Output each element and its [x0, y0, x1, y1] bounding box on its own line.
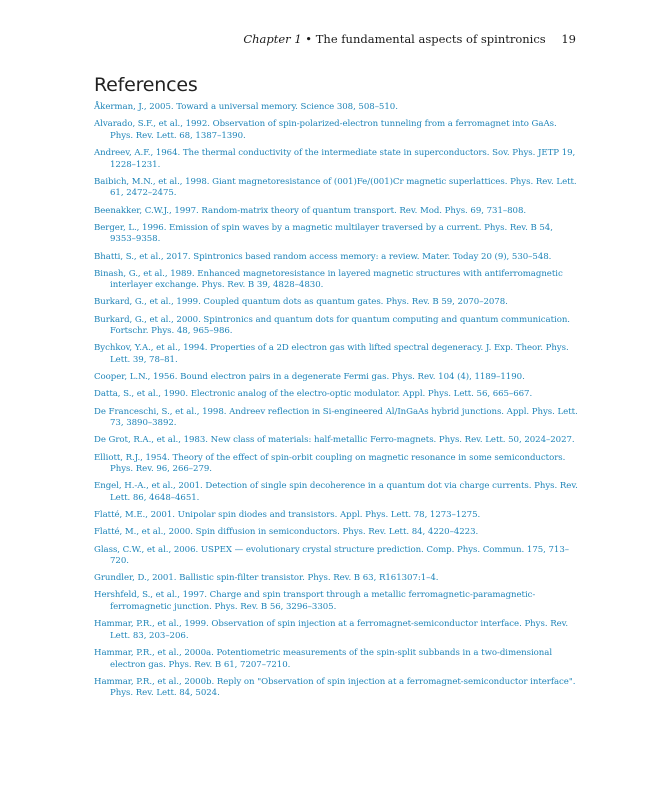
reference-item[interactable]: Hammar, P.R., et al., 2000a. Potentiometric measurements of the spin-split subbands in a two-dimensional electron gas. Phys. Rev. B 61, 7207–7210.: [94, 648, 553, 670]
reference-item[interactable]: Grundler, D., 2001. Ballistic spin-filter transistor. Phys. Rev. B 63, R161307:1–4.: [94, 573, 439, 584]
reference-item[interactable]: Åkerman, J., 2005. Toward a universal memory. Science 308, 508–510.: [94, 102, 398, 112]
reference-item[interactable]: Burkard, G., et al., 1999. Coupled quantum dots as quantum gates. Phys. Rev. B 59, 2070–2078.: [94, 297, 508, 308]
reference-item[interactable]: Flatté, M., et al., 2000. Spin diffusion in semiconductors. Phys. Rev. Lett. 84, 4220–4223.: [94, 527, 479, 538]
header-bullet: •: [305, 32, 313, 46]
reference-item[interactable]: Andreev, A.F., 1964. The thermal conductivity of the intermediate state in superconductors. Sov. Phys. JETP 19, 1228–1231.: [94, 147, 576, 170]
page-number: 19: [561, 32, 576, 46]
reference-item[interactable]: Binash, G., et al., 1989. Enhanced magnetoresistance in layered magnetic structures with antiferromagnetic interlayer exchange. Phys. Rev. B 39, 4828–4830.: [94, 268, 563, 291]
reference-item[interactable]: Datta, S., et al., 1990. Electronic analog of the electro-optic modulator. Appl. Phys. Lett. 56, 665–667.: [94, 389, 533, 400]
reference-item[interactable]: Berger, L., 1996. Emission of spin waves by a magnetic multilayer traversed by a current. Phys. Rev. B 54, 9353–9358.: [94, 222, 553, 245]
running-header: [243, 32, 576, 46]
reference-item[interactable]: Engel, H.-A., et al., 2001. Detection of single spin decoherence in a quantum dot via charge currents. Phys. Rev. Lett. 86, 4648–4651.: [94, 481, 578, 503]
reference-item[interactable]: Burkard, G., et al., 2000. Spintronics and quantum dots for quantum computing and quantum communication. Fortschr. Phys. 48, 965–986.: [94, 314, 570, 337]
reference-item[interactable]: Baibich, M.N., et al., 1998. Giant magnetoresistance of (001)Fe/(001)Cr magnetic superlattices. Phys. Rev. Lett. 61, 2472–2475.: [94, 176, 577, 199]
reference-item[interactable]: De Grot, R.A., et al., 1983. New class of materials: half-metallic Ferro-magnets. Phys. Rev. Lett. 50, 2024–2027.: [94, 435, 575, 446]
reference-item[interactable]: Hammar, P.R., et al., 1999. Observation of spin injection at a ferromagnet-semiconductor interface. Phys. Rev. Lett. 83, 203–206.: [94, 619, 569, 641]
reference-item[interactable]: Bhatti, S., et al., 2017. Spintronics based random access memory: a review. Mater. Today 20 (9), 530–548.: [94, 251, 552, 262]
reference-item[interactable]: Hershfeld, S., et al., 1997. Charge and spin transport through a metallic ferromagnetic-paramagnetic-ferromagnetic junction. Phys. Rev. B 56, 3296–3305.: [94, 590, 536, 613]
reference-list: [94, 102, 580, 706]
reference-item[interactable]: Alvarado, S.F., et al., 1992. Observation of spin-polarized-electron tunneling from a ferromagnet into GaAs. Phys. Rev. Lett. 68, 1387–1390.: [94, 119, 557, 141]
reference-item[interactable]: Cooper, L.N., 1956. Bound electron pairs in a degenerate Fermi gas. Phys. Rev. 104 (4), 1189–1190.: [94, 372, 525, 383]
reference-item[interactable]: Bychkov, Y.A., et al., 1994. Properties of a 2D electron gas with lifted spectral degeneracy. J. Exp. Theor. Phys. Lett. 39, 78–81.: [94, 343, 569, 366]
reference-item[interactable]: De Franceschi, S., et al., 1998. Andreev reflection in Si-engineered Al/InGaAs hybrid junctions. Appl. Phys. Lett. 73, 3890–3892.: [94, 406, 578, 429]
section-title: References: [94, 74, 198, 96]
chapter-label: Chapter 1: [243, 32, 302, 46]
reference-item[interactable]: Glass, C.W., et al., 2006. USPEX — evolutionary crystal structure prediction. Comp. Phys. Commun. 175, 713–720.: [94, 544, 570, 567]
reference-item[interactable]: Hammar, P.R., et al., 2000b. Reply on "Observation of spin injection at a ferromagnet-semiconductor interface". Phys. Rev. Lett. 84, 5024.: [94, 676, 576, 699]
reference-item[interactable]: Beenakker, C.W.J., 1997. Random-matrix theory of quantum transport. Rev. Mod. Phys. 69, 731–808.: [94, 205, 527, 216]
reference-item[interactable]: Elliott, R.J., 1954. Theory of the effect of spin-orbit coupling on magnetic resonance in some semiconductors. Phys. Rev. 96, 266–279.: [94, 452, 566, 475]
reference-item[interactable]: Flatté, M.E., 2001. Unipolar spin diodes and transistors. Appl. Phys. Lett. 78, 1273–1275.: [94, 510, 481, 521]
chapter-title: The fundamental aspects of spintronics: [315, 32, 546, 46]
